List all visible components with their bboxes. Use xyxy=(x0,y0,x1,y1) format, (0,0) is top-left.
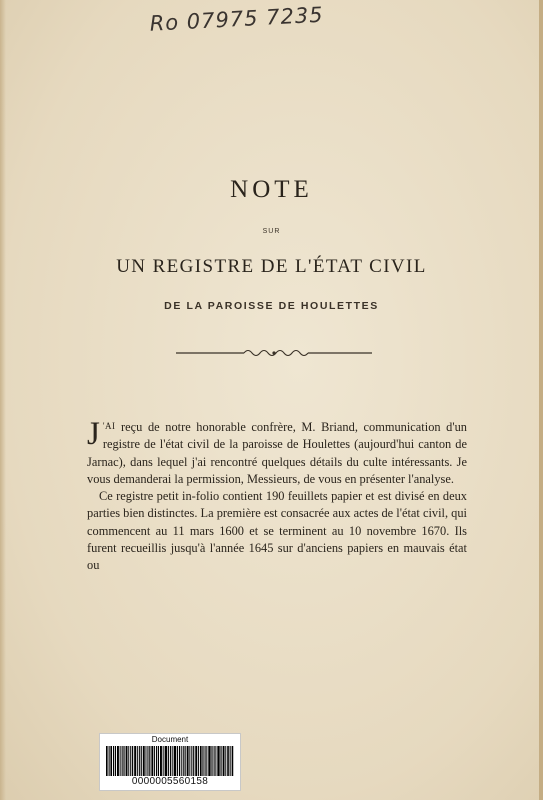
barcode-bar xyxy=(208,746,210,776)
barcode-bar xyxy=(109,746,110,776)
barcode-bar xyxy=(195,746,197,776)
barcode-bar xyxy=(198,746,199,776)
barcode-bar xyxy=(122,746,123,776)
barcode-bar xyxy=(145,746,146,776)
barcode-bar xyxy=(160,746,162,776)
barcode-bar xyxy=(115,746,116,776)
barcode-bar xyxy=(151,746,153,776)
page-right-edge xyxy=(539,0,543,800)
barcode-bar xyxy=(137,746,138,776)
drop-cap: J xyxy=(87,416,100,452)
barcode-bar xyxy=(128,746,129,776)
page-title: NOTE xyxy=(230,176,313,203)
barcode-bar xyxy=(193,746,194,776)
barcode-bar xyxy=(181,746,182,776)
title-connector: SUR xyxy=(262,228,281,235)
barcode-bar xyxy=(147,746,148,776)
page-subtitle: UN REGISTRE DE L'ÉTAT CIVIL xyxy=(116,256,427,277)
barcode-bar xyxy=(206,746,207,776)
barcode-bar xyxy=(200,746,202,776)
ornament-divider xyxy=(174,346,374,360)
barcode-bar xyxy=(214,746,215,776)
barcode-bar xyxy=(185,746,186,776)
body-text xyxy=(87,418,467,575)
barcode-bar xyxy=(126,746,128,776)
barcode-bar xyxy=(205,746,206,776)
handwritten-archive-number: Ro 07975 7235 xyxy=(149,2,325,36)
barcode-bar xyxy=(217,746,219,776)
barcode-label xyxy=(99,733,241,791)
barcode-bar xyxy=(120,746,121,776)
barcode-number: 0000005560158 xyxy=(131,776,209,787)
barcode-bar xyxy=(230,746,231,776)
barcode-bar xyxy=(227,746,229,776)
barcode-bar xyxy=(232,746,234,776)
barcode-bar xyxy=(177,746,178,776)
barcode-bar xyxy=(215,746,216,776)
paragraph-2: Ce registre petit in-folio contient 190 feuillets papier et est divisé en deux parties bien distinctes. La première est consacrée aux actes de l'état civil, qui commencent au 11 mars 1600 et se terminent au 10 novembre 1670. Ils furent recueillis jusqu'à l'année 1645 sur d'anciens papiers en mauvais état ou xyxy=(87,489,467,573)
barcode-bar xyxy=(187,746,189,776)
barcode-bar xyxy=(189,746,190,776)
page-subsubtitle: DE LA PAROISSE DE HOULETTES xyxy=(164,300,379,312)
barcode-bar xyxy=(168,746,169,776)
paragraph-1-text: reçu de notre honorable confrère, M. Briand, communication d'un registre de l'état civil de la paroisse de Houlettes (aujourd'hui canton de Jarnac), dans lequel j'ai rencontré quelques détails du culte intéressants. Je vous demanderai la permission, Messieurs, de vous en présenter l'analyse. xyxy=(87,420,467,486)
barcode-bar xyxy=(202,746,203,776)
barcode-bar xyxy=(170,746,171,776)
barcode-bar xyxy=(174,746,176,776)
barcode-bar xyxy=(165,746,167,776)
barcode-bar xyxy=(123,746,124,776)
barcode-bar xyxy=(134,746,136,776)
barcode-bar xyxy=(172,746,173,776)
barcode-bar xyxy=(130,746,131,776)
barcode-bars xyxy=(106,746,234,776)
barcode-bar xyxy=(179,746,180,776)
drop-cap-continuation: 'AI xyxy=(102,421,116,431)
page-left-edge xyxy=(0,0,6,800)
barcode-bar xyxy=(220,746,221,776)
paragraph-1 xyxy=(87,418,467,488)
barcode-bar xyxy=(143,746,145,776)
barcode-bar xyxy=(154,746,155,776)
barcode-bar xyxy=(139,746,140,776)
barcode-bar xyxy=(183,746,184,776)
barcode-bar xyxy=(117,746,119,776)
barcode-bar xyxy=(158,746,159,776)
barcode-title: Document xyxy=(151,735,189,744)
barcode-bar xyxy=(110,746,112,776)
barcode-bar xyxy=(132,746,133,776)
barcode-bar xyxy=(211,746,212,776)
barcode-bar xyxy=(191,746,192,776)
barcode-bar xyxy=(163,746,164,776)
barcode-bar xyxy=(106,746,108,776)
barcode-bar xyxy=(225,746,226,776)
barcode-bar xyxy=(113,746,114,776)
barcode-bar xyxy=(149,746,150,776)
barcode-bar xyxy=(223,746,225,776)
barcode-bar xyxy=(156,746,157,776)
barcode-bar xyxy=(141,746,142,776)
